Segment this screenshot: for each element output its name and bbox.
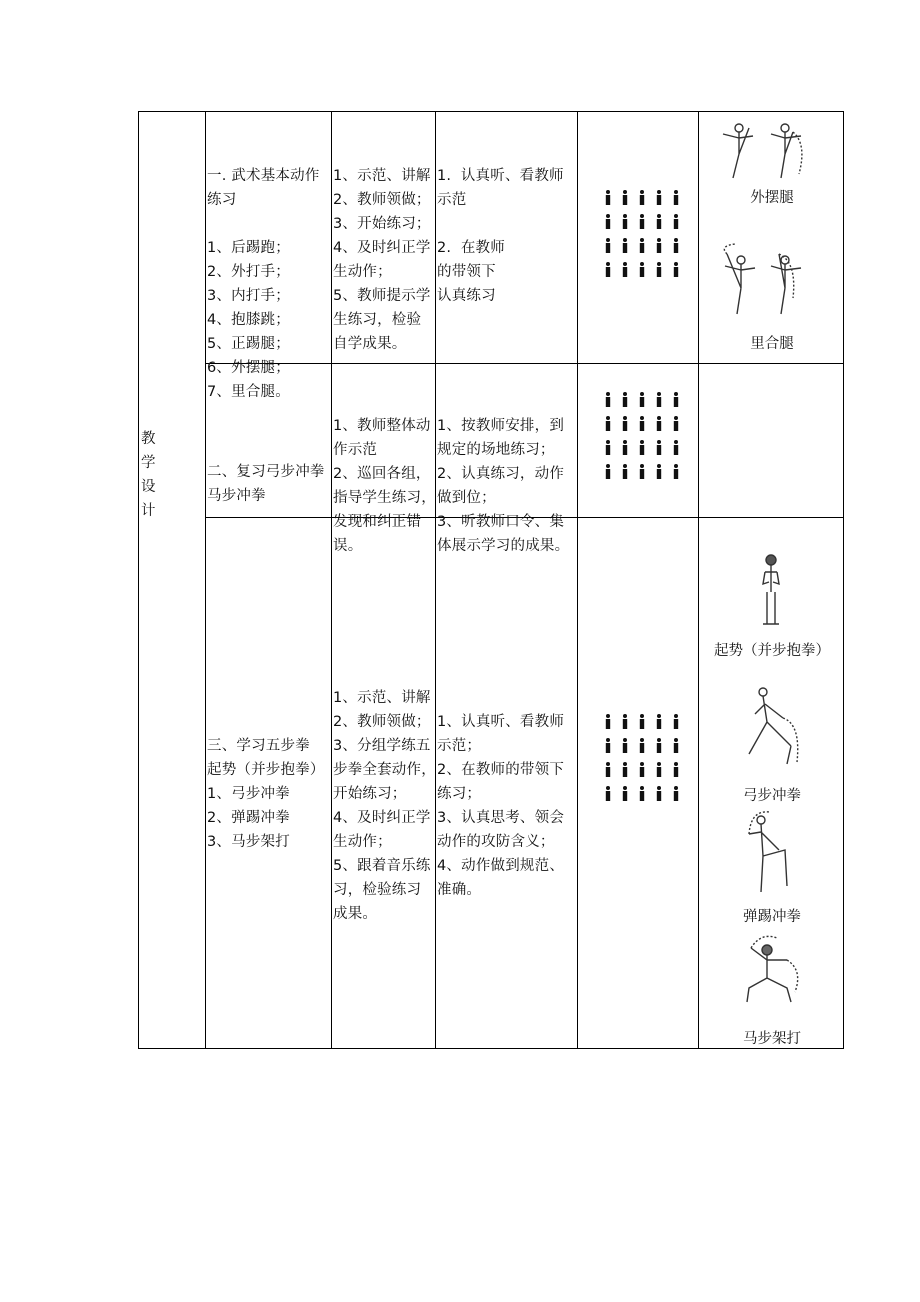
teacher-cell: 1、示范、讲解 2、教师领做； 3、分组学练五 步拳全套动作， 开始练习； 4、及时纠正学 生动作； 5、跟着音乐练 习，检验练习 成果。: [333, 690, 436, 922]
person-icon: [623, 392, 627, 407]
person-icon: [640, 738, 644, 753]
snap-kick-punch-figure: [739, 806, 809, 902]
teacher-cell: 1、示范、讲解 2、教师领做； 3、开始练习； 4、及时纠正学 生动作； 5、教师提示学 生练习，检验 自学成果。: [333, 168, 431, 352]
formation-diagram: [602, 712, 687, 808]
person-icon: [674, 714, 678, 729]
figure-caption: 外摆腿: [750, 190, 794, 206]
column-divider: [205, 112, 206, 1048]
person-icon: [606, 238, 610, 253]
person-icon: [623, 714, 627, 729]
lesson-table: [138, 111, 844, 1049]
person-icon: [623, 786, 627, 801]
person-icon: [640, 464, 644, 479]
outer-swing-kick-figure: [719, 114, 809, 186]
horse-stance-block-punch-figure: [731, 930, 811, 1010]
person-icon: [623, 416, 627, 431]
person-icon: [623, 440, 627, 455]
person-icon: [657, 190, 661, 205]
student-cell: 1. 认真听、看教师 示范 2. 在教师 的带领下 认真练习: [437, 168, 564, 304]
person-icon: [640, 416, 644, 431]
person-icon: [606, 392, 610, 407]
person-icon: [657, 464, 661, 479]
person-icon: [606, 714, 610, 729]
person-icon: [657, 440, 661, 455]
person-icon: [640, 762, 644, 777]
person-icon: [657, 392, 661, 407]
person-icon: [606, 464, 610, 479]
person-icon: [606, 762, 610, 777]
person-icon: [657, 786, 661, 801]
person-icon: [623, 190, 627, 205]
student-cell: 1、按教师安排，到 规定的场地练习； 2、认真练习，动作 做到位； 3、听教师口令、集 体展示学习的成果。: [437, 418, 570, 554]
person-icon: [606, 786, 610, 801]
student-cell: 1、认真听、看教师 示范； 2、在教师的带领下 练习； 3、认真思考、领会 动作的攻防含义； 4、动作做到规范、 准确。: [437, 714, 565, 898]
person-icon: [606, 262, 610, 277]
person-icon: [674, 190, 678, 205]
person-icon: [657, 714, 661, 729]
content-cell: 二、复习弓步冲拳 马步冲拳: [207, 464, 325, 504]
person-icon: [674, 262, 678, 277]
section-label: 教 学 设 计: [141, 431, 156, 519]
person-icon: [674, 214, 678, 229]
person-icon: [606, 214, 610, 229]
person-icon: [657, 738, 661, 753]
person-icon: [640, 392, 644, 407]
person-icon: [623, 738, 627, 753]
content-cell: 一. 武术基本动作 练习 1、后踢跑； 2、外打手； 3、内打手； 4、抱膝跳； 5、正踢腿； 6、外摆腿； 7、里合腿。: [207, 168, 320, 400]
person-icon: [640, 190, 644, 205]
person-icon: [623, 464, 627, 479]
person-icon: [674, 762, 678, 777]
person-icon: [674, 416, 678, 431]
column-divider: [331, 112, 332, 1048]
person-icon: [606, 440, 610, 455]
person-icon: [640, 214, 644, 229]
content-cell: 三、学习五步拳 起势（并步抱拳） 1、弓步冲拳 2、弹踢冲拳 3、马步架打: [207, 738, 325, 850]
teacher-cell: 1、教师整体动 作示范 2、巡回各组， 指导学生练习， 发现和纠正错 误。: [333, 418, 436, 554]
person-icon: [674, 738, 678, 753]
formation-diagram: [602, 390, 687, 486]
person-icon: [623, 238, 627, 253]
person-icon: [674, 464, 678, 479]
person-icon: [657, 238, 661, 253]
person-icon: [640, 786, 644, 801]
person-icon: [606, 416, 610, 431]
figure-caption: 马步架打: [743, 1031, 801, 1047]
person-icon: [674, 440, 678, 455]
person-icon: [657, 762, 661, 777]
person-icon: [657, 214, 661, 229]
figure-caption: 弓步冲拳: [743, 788, 801, 804]
bow-stance-punch-figure: [739, 684, 809, 770]
column-divider: [577, 112, 578, 1048]
figure-caption: 里合腿: [750, 336, 794, 352]
person-icon: [657, 262, 661, 277]
person-icon: [674, 238, 678, 253]
person-icon: [674, 786, 678, 801]
person-icon: [623, 762, 627, 777]
person-icon: [640, 714, 644, 729]
person-icon: [606, 738, 610, 753]
ready-stance-figure: [751, 552, 791, 628]
person-icon: [640, 262, 644, 277]
person-icon: [606, 190, 610, 205]
person-icon: [674, 392, 678, 407]
person-icon: [623, 262, 627, 277]
person-icon: [640, 238, 644, 253]
inner-crescent-kick-figure: [719, 242, 809, 322]
person-icon: [657, 416, 661, 431]
person-icon: [623, 214, 627, 229]
figure-caption: 起势（并步抱拳）: [714, 643, 830, 659]
figure-caption: 弹踢冲拳: [743, 909, 801, 925]
person-icon: [640, 440, 644, 455]
formation-diagram: [602, 188, 687, 284]
